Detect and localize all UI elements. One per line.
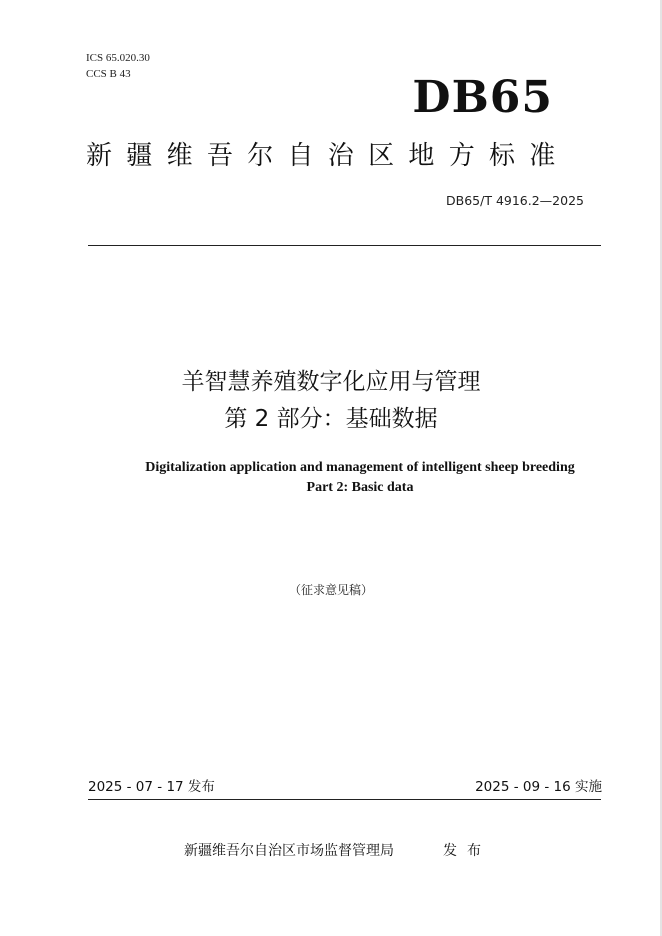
publish-label: 发布 <box>443 843 491 859</box>
top-divider <box>88 245 601 246</box>
draft-note: （征求意见稿） <box>288 583 373 597</box>
bottom-divider <box>88 799 601 800</box>
title-chinese-line-2: 第 2 部分：基础数据 <box>224 406 438 432</box>
title-chinese-line-1: 羊智慧养殖数字化应用与管理 <box>181 369 481 395</box>
title-english-line-2: Part 2: Basic data <box>306 480 414 495</box>
ccs-code: CCS B 43 <box>86 68 131 80</box>
issue-date: 2025 - 07 - 17 发布 <box>88 779 215 795</box>
title-english-line-1: Digitalization application and management of intelligent sheep breeding <box>145 460 575 475</box>
standard-number: DB65/T 4916.2—2025 <box>446 193 584 208</box>
publisher-name: 新疆维吾尔自治区市场监督管理局 <box>184 843 394 859</box>
implementation-date: 2025 - 09 - 16 实施 <box>475 779 602 795</box>
db65-logo: DB65 <box>412 72 553 123</box>
ics-code: ICS 65.020.30 <box>86 52 150 64</box>
standard-authority-title: 新疆维吾尔自治区地方标准 <box>86 141 570 171</box>
